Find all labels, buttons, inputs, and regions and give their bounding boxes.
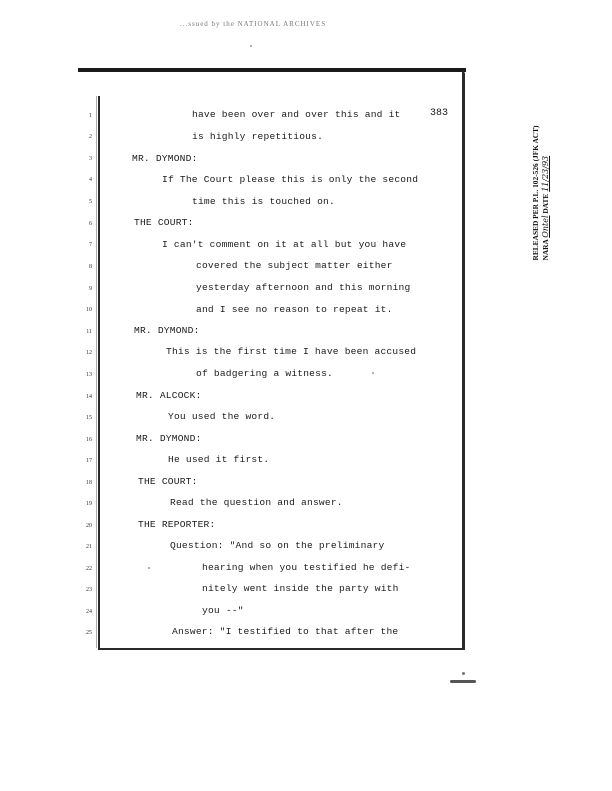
line-number: 13 [86, 372, 92, 378]
transcript-line: Question: "And so on the preliminary [170, 540, 385, 551]
line-number: 12 [86, 350, 92, 356]
transcript-line: of badgering a witness. [196, 368, 334, 379]
handwritten-initials: Ontel [541, 215, 550, 238]
archive-header: ...ssued by the NATIONAL ARCHIVES [180, 20, 327, 28]
scan-mark [450, 680, 476, 683]
line-number: 22 [86, 566, 92, 572]
line-number: 6 [89, 221, 92, 227]
release-stamp-line: RELEASED PER P.L. 102-526 (JFK ACT) [531, 125, 540, 261]
transcript-line: If The Court please this is only the second [162, 174, 419, 185]
speaker-label: THE COURT: [134, 217, 194, 228]
line-number: 16 [86, 437, 92, 443]
transcript-line: I can't comment on it at all but you have [162, 239, 407, 250]
page-number: 383 [430, 108, 449, 119]
page-top-border [78, 68, 466, 72]
page-right-border [462, 71, 465, 650]
transcript-line: and I see no reason to repeat it. [196, 304, 393, 315]
speaker-label: MR. ALCOCK: [136, 390, 202, 401]
transcript-line: He used it first. [168, 454, 270, 465]
line-number: 19 [86, 501, 92, 507]
page-bottom-border [98, 648, 465, 650]
line-number: 17 [86, 458, 92, 464]
handwritten-date: 11/23/93 [541, 155, 550, 192]
transcript-line: is highly repetitious. [192, 131, 324, 142]
line-number: 23 [86, 587, 92, 593]
line-number: 20 [86, 523, 92, 529]
margin-inner-rule [96, 96, 97, 648]
scan-speck [372, 372, 374, 374]
speaker-label: MR. DYMOND: [136, 433, 202, 444]
line-number: 11 [86, 329, 92, 335]
line-number: 4 [89, 177, 92, 183]
transcript-line: This is the first time I have been accused [166, 346, 417, 357]
transcript-line: you --" [202, 605, 244, 616]
line-number: 3 [89, 156, 92, 162]
nara-label: NARA [541, 239, 550, 261]
line-number: 1 [89, 113, 92, 119]
line-number: 24 [86, 609, 92, 615]
line-number: 8 [89, 264, 92, 270]
transcript-line: yesterday afternoon and this morning [196, 282, 411, 293]
line-number: 15 [86, 415, 92, 421]
transcript-line: nitely went inside the party with [202, 583, 399, 594]
transcript-line: Read the question and answer. [170, 497, 343, 508]
transcript-line: time this is touched on. [192, 196, 335, 207]
scan-speck [462, 672, 465, 675]
speaker-label: THE REPORTER: [138, 519, 216, 530]
line-number: 5 [89, 199, 92, 205]
release-stamp [532, 108, 550, 278]
line-number: 7 [89, 242, 92, 248]
line-number: 21 [86, 544, 92, 550]
line-number: 2 [89, 134, 92, 140]
transcript-line: hearing when you testified he defi- [202, 562, 411, 573]
transcript-line: Answer: "I testified to that after the [172, 626, 399, 637]
scan-speck [250, 45, 252, 47]
speaker-label: MR. DYMOND: [132, 153, 198, 164]
transcript-line: covered the subject matter either [196, 260, 393, 271]
scan-speck [148, 567, 150, 569]
transcript-line: have been over and over this and it [192, 109, 401, 120]
line-number: 10 [86, 307, 92, 313]
speaker-label: MR. DYMOND: [134, 325, 200, 336]
transcript-line: You used the word. [168, 411, 276, 422]
date-label: DATE [541, 193, 550, 214]
speaker-label: THE COURT: [138, 476, 198, 487]
line-number: 14 [86, 394, 92, 400]
page-left-margin-rule [98, 96, 100, 648]
line-number: 9 [89, 286, 92, 292]
line-number: 18 [86, 480, 92, 486]
line-number: 25 [86, 630, 92, 636]
